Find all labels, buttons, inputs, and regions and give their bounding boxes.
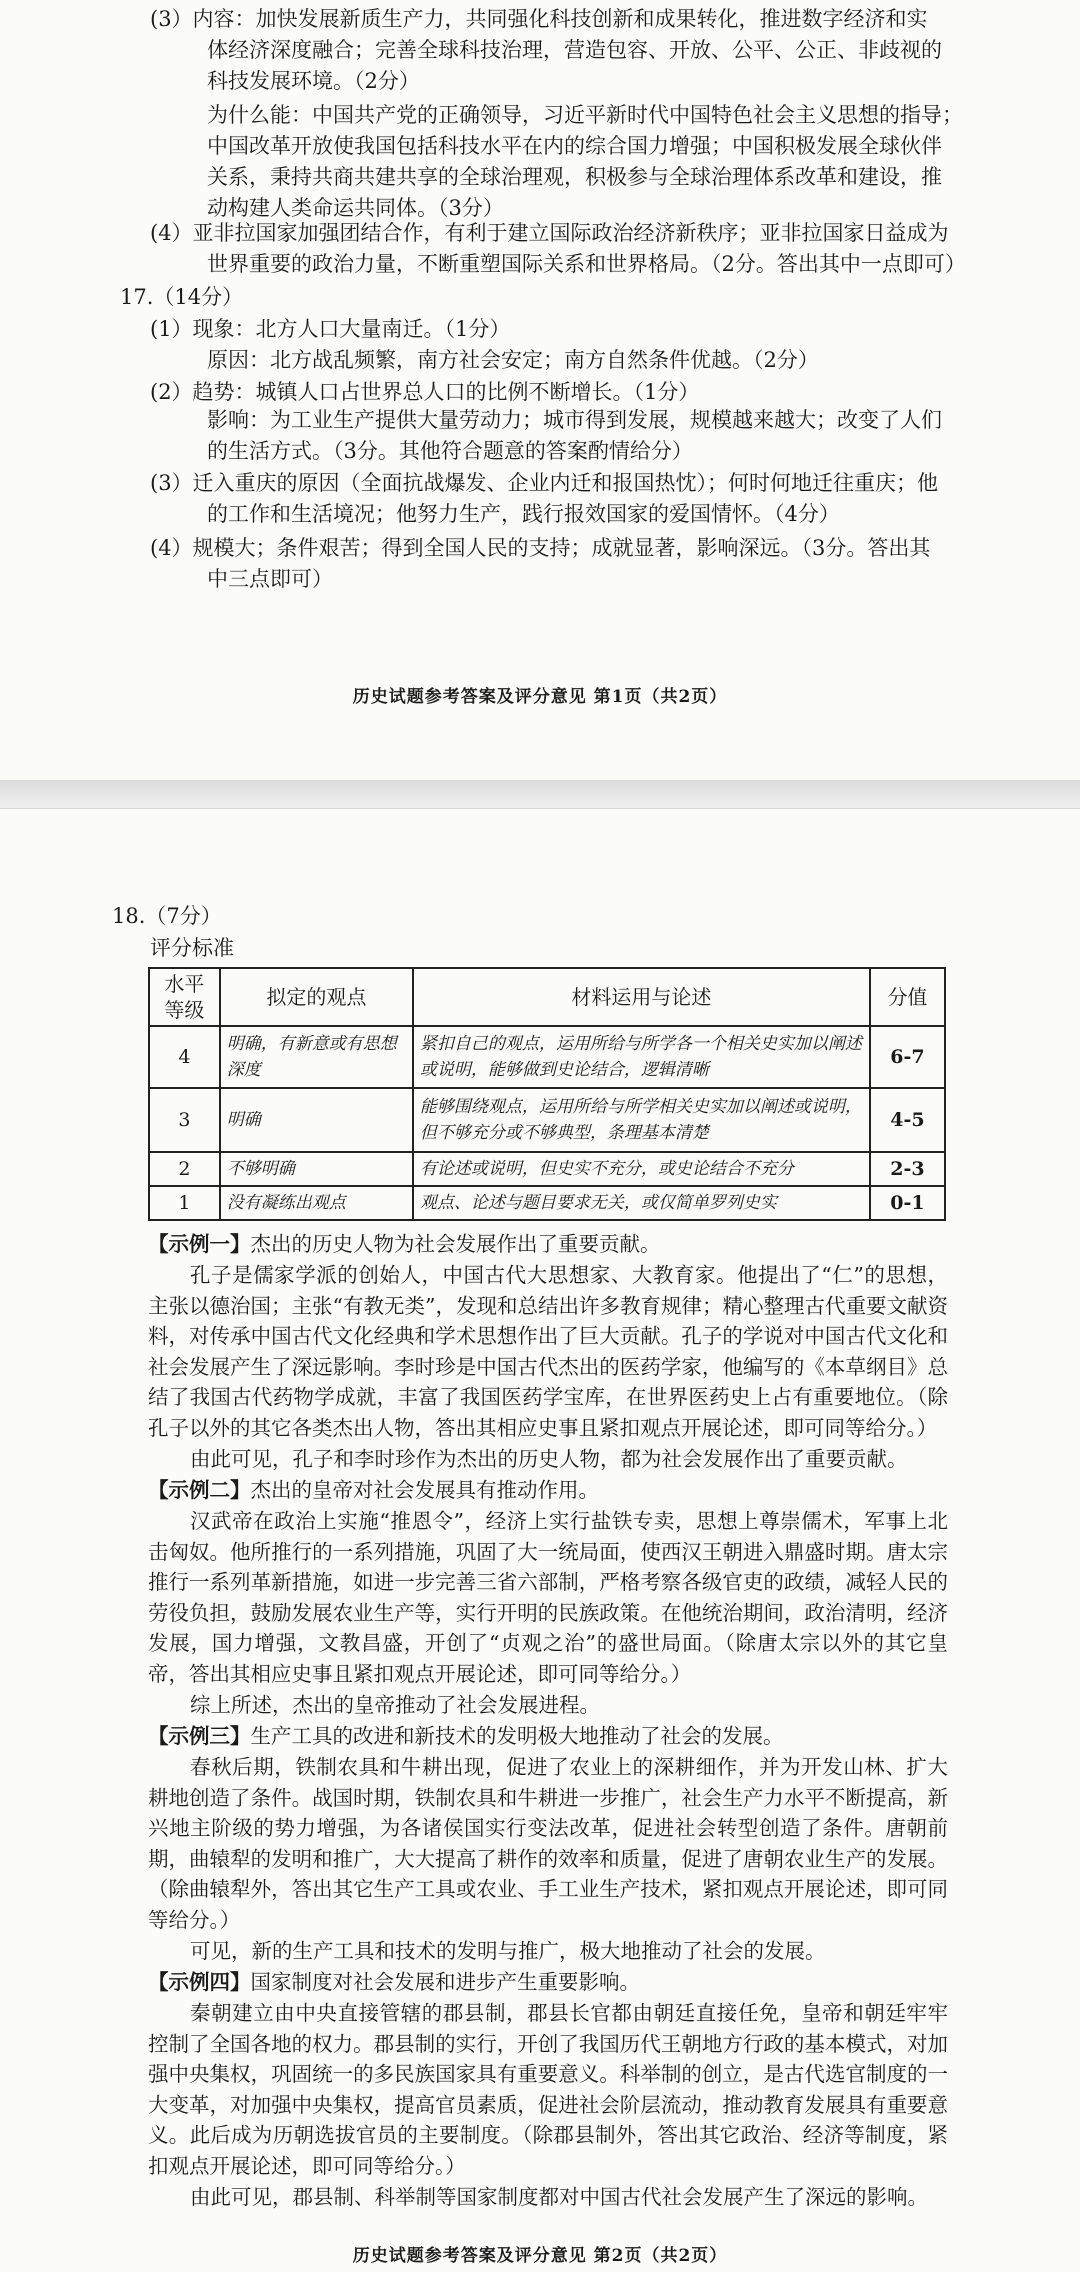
scoring-criteria-table — [148, 967, 946, 1221]
cell-argument: 能够围绕观点，运用所给与所学相关史实加以阐述或说明，但不够充分或不够典型，条理基本清楚 — [413, 1088, 870, 1152]
cell-level: 3 — [149, 1088, 220, 1152]
cell-score: 6-7 — [870, 1026, 945, 1088]
q17-2-impact-line2: 的生活方式。（3分。其他符合题意的答案酌情给分） — [207, 439, 693, 463]
q16-3-content-line1: (3）内容：加快发展新质生产力，共同强化科技创新和成果转化，推进数字经济和实 — [150, 7, 928, 31]
example-3-heading — [148, 1721, 948, 1752]
example-1-conclusion: 由此可见，孔子和李时珍作为杰出的历史人物，都为社会发展作出了重要贡献。 — [190, 1447, 908, 1471]
q16-3-why-line3: 关系，秉持共商共建共享的全球治理观，积极参与全球治理体系改革和建设，推 — [207, 165, 942, 189]
q16-3-content-line2: 体经济深度融合；完善全球科技治理，营造包容、开放、公平、公正、非歧视的 — [207, 38, 942, 62]
example-4-conclusion: 由此可见，郡县制、科举制等国家制度都对中国古代社会发展产生了深远的影响。 — [190, 2185, 928, 2209]
header-score: 分值 — [870, 968, 945, 1026]
cell-score: 4-5 — [870, 1088, 945, 1152]
example-2-conclusion: 综上所述，杰出的皇帝推动了社会发展进程。 — [190, 1693, 600, 1717]
page2-footer: 历史试题参考答案及评分意见 第2页（共2页） — [352, 2246, 728, 2266]
cell-score: 2-3 — [870, 1152, 945, 1186]
cell-argument: 观点、论述与题目要求无关，或仅简单罗列史实 — [413, 1186, 870, 1220]
header-view: 拟定的观点 — [220, 968, 413, 1026]
example-3-label: 【示例三】 — [148, 1724, 251, 1748]
answer-page-1 — [0, 0, 1080, 780]
cell-level: 4 — [149, 1026, 220, 1088]
table-row — [149, 1026, 945, 1088]
q17-3-line1: (3）迁入重庆的原因（全面抗战爆发、企业内迁和报国热忱）；何时何地迁往重庆；他 — [150, 471, 939, 495]
q17-2-trend: (2）趋势：城镇人口占世界总人口的比例不断增长。（1分） — [150, 380, 700, 404]
page1-footer: 历史试题参考答案及评分意见 第1页（共2页） — [352, 687, 728, 707]
q17-4-line1: (4）规模大；条件艰苦；得到全国人民的支持；成就显著，影响深远。（3分。答出其 — [150, 536, 931, 560]
cell-view: 没有凝练出观点 — [220, 1186, 413, 1220]
cell-level: 1 — [149, 1186, 220, 1220]
q17-2-impact-line1: 影响：为工业生产提供大量劳动力；城市得到发展，规模越来越大；改变了人们 — [207, 408, 942, 432]
cell-view: 明确，有新意或有思想深度 — [220, 1026, 413, 1088]
example-1-heading — [148, 1229, 948, 1260]
cell-level: 2 — [149, 1152, 220, 1186]
q17-heading: 17.（14分） — [120, 285, 244, 309]
page-separator — [0, 780, 1080, 808]
table-row — [149, 1152, 945, 1186]
q16-4-line2: 世界重要的政治力量，不断重塑国际关系和世界格局。（2分。答出其中一点即可） — [207, 252, 966, 276]
q16-3-content-line3: 科技发展环境。（2分） — [207, 69, 420, 93]
example-2-body: 汉武帝在政治上实施“推恩令”，经济上实行盐铁专卖，思想上尊崇儒术，军事上北击匈奴。他所推行的一系列措施，巩固了大一统局面，使西汉王朝进入鼎盛时期。唐太宗推行一系列革新措施，如进一步完善三省六部制，严格考察各级官吏的政绩，减轻人民的劳役负担，鼓励发展农业生产等，实行开明的民族政策。在他统治期间，政治清明，经济发展，国力增强，文教昌盛，开创了“贞观之治”的盛世局面。（除唐太宗以外的其它皇帝，答出其相应史事且紧扣观点开展论述，即可同等给分。） — [148, 1509, 948, 1686]
example-4-body: 秦朝建立由中央直接管辖的郡县制，郡县长官都由朝廷直接任免，皇帝和朝廷牢牢控制了全国各地的权力。郡县制的实行，开创了我国历代王朝地方行政的基本模式，对加强中央集权，巩固统一的多民族国家具有重要意义。科举制的创立，是古代选官制度的一大变革，对加强中央集权，提高官员素质，促进社会阶层流动，推动教育发展具有重要意义。此后成为历朝选拔官员的主要制度。（除郡县制外，答出其它政治、经济等制度，紧扣观点开展论述，即可同等给分。） — [148, 2001, 948, 2178]
example-3-title: 生产工具的改进和新技术的发明极大地推动了社会的发展。 — [250, 1724, 784, 1748]
cell-argument: 紧扣自己的观点，运用所给与所学各一个相关史实加以阐述或说明，能够做到史论结合，逻辑清晰 — [413, 1026, 870, 1088]
example-3-conclusion: 可见，新的生产工具和技术的发明与推广，极大地推动了社会的发展。 — [190, 1939, 826, 1963]
q16-3-why-line2: 中国改革开放使我国包括科技水平在内的综合国力增强；中国积极发展全球伙伴 — [207, 134, 942, 158]
example-4-title: 国家制度对社会发展和进步产生重要影响。 — [250, 1970, 640, 1994]
example-1-label: 【示例一】 — [148, 1232, 251, 1256]
example-2-label: 【示例二】 — [148, 1478, 251, 1502]
q18-heading: 18.（7分） — [112, 904, 222, 928]
example-3-body: 春秋后期，铁制农具和牛耕出现，促进了农业上的深耕细作，并为开发山林、扩大耕地创造了条件。战国时期，铁制农具和牛耕进一步推广，社会生产力水平不断提高，新兴地主阶级的势力增强，为各诸侯国实行变法改革，促进社会转型创造了条件。唐朝前期，曲辕犁的发明和推广，大大提高了耕作的效率和质量，促进了唐朝农业生产的发展。（除曲辕犁外，答出其它生产工具或农业、手工业生产技术，紧扣观点开展论述，即可同等给分。） — [148, 1755, 948, 1932]
q17-1-reason: 原因：北方战乱频繁，南方社会安定；南方自然条件优越。（2分） — [207, 348, 819, 372]
table-row — [149, 1186, 945, 1220]
q16-4-line1: (4）亚非拉国家加强团结合作，有利于建立国际政治经济新秩序；亚非拉国家日益成为 — [150, 221, 949, 245]
cell-score: 0-1 — [870, 1186, 945, 1220]
example-2-heading — [148, 1475, 948, 1506]
criteria-title: 评分标准 — [150, 936, 234, 960]
q17-4-line2: 中三点即可） — [207, 567, 333, 591]
q16-3-why-line1: 为什么能：中国共产党的正确领导，习近平新时代中国特色社会主义思想的指导； — [207, 103, 963, 127]
example-2-title: 杰出的皇帝对社会发展具有推动作用。 — [250, 1478, 599, 1502]
table-row — [149, 1088, 945, 1152]
example-1-title: 杰出的历史人物为社会发展作出了重要贡献。 — [250, 1232, 661, 1256]
table-header-row — [149, 968, 945, 1026]
q17-3-line2: 的工作和生活境况；他努力生产，践行报效国家的爱国情怀。（4分） — [207, 502, 840, 526]
header-argument: 材料运用与论述 — [413, 968, 870, 1026]
header-level: 水平等级 — [149, 968, 220, 1026]
cell-argument: 有论述或说明，但史实不充分，或史论结合不充分 — [413, 1152, 870, 1186]
q17-1-phenomenon: (1）现象：北方人口大量南迁。（1分） — [150, 317, 511, 341]
example-1-body: 孔子是儒家学派的创始人，中国古代大思想家、大教育家。他提出了“仁”的思想，主张以德治国；主张“有教无类”，发现和总结出许多教育规律；精心整理古代重要文献资料，对传承中国古代文化经典和学术思想作出了巨大贡献。孔子的学说对中国古代文化和社会发展产生了深远影响。李时珍是中国古代杰出的医药学家，他编写的《本草纲目》总结了我国古代药物学成就，丰富了我国医药学宝库，在世界医药史上占有重要地位。（除孔子以外的其它各类杰出人物，答出其相应史事且紧扣观点开展论述，即可同等给分。） — [148, 1263, 948, 1440]
cell-view: 不够明确 — [220, 1152, 413, 1186]
answer-page-2 — [0, 808, 1080, 2272]
q16-3-why-line4: 动构建人类命运共同体。（3分） — [207, 196, 504, 220]
example-4-label: 【示例四】 — [148, 1970, 251, 1994]
cell-view: 明确 — [220, 1088, 413, 1152]
example-4-heading — [148, 1967, 948, 1998]
